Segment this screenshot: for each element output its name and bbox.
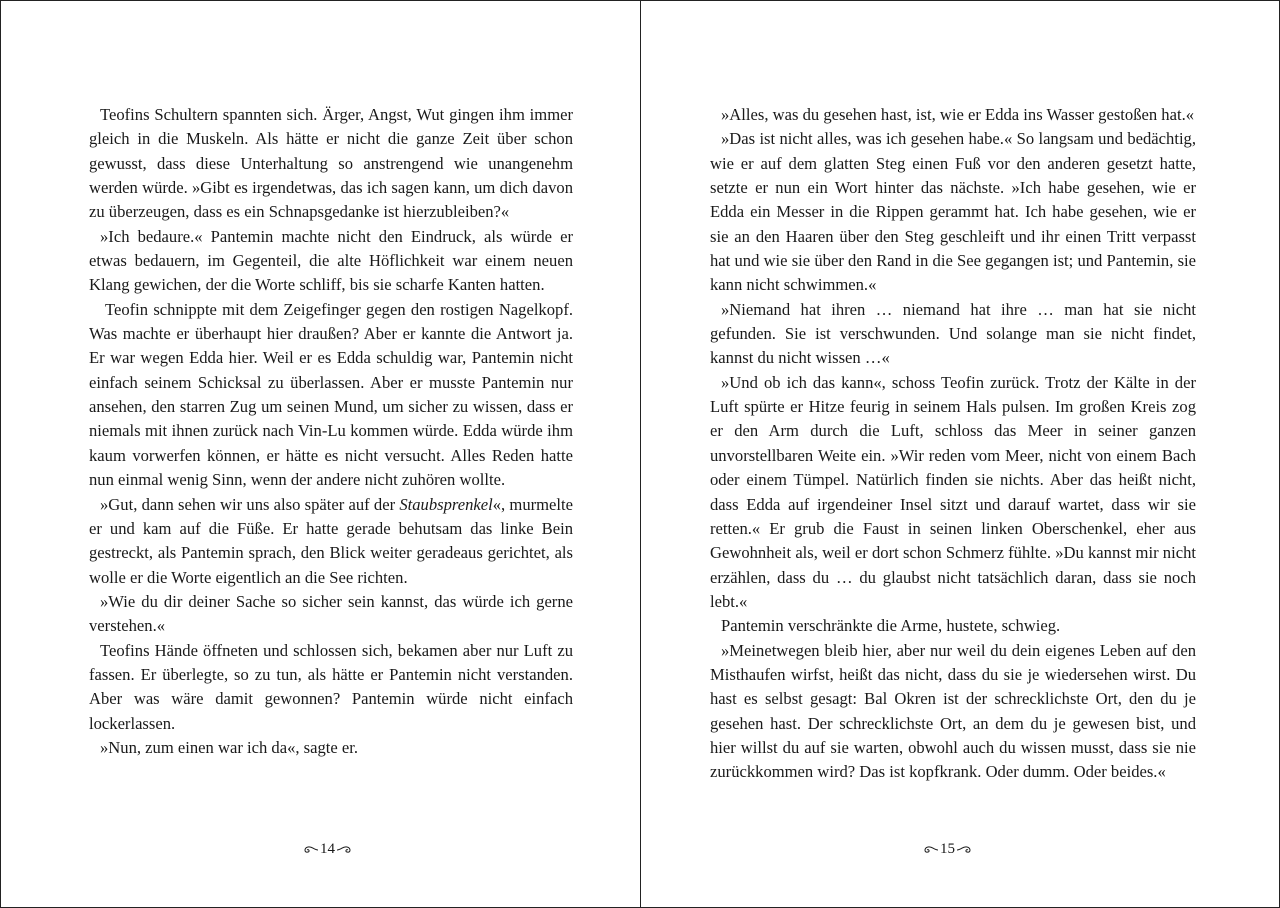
right-page <box>641 1 1280 907</box>
paragraph-text: »Gut, dann sehen wir uns also später auf der <box>100 494 400 514</box>
swash-flourish-icon <box>336 843 354 855</box>
swash-flourish-icon <box>956 843 974 855</box>
right-page-text <box>710 103 1196 785</box>
paragraph: Teofins Schultern spannten sich. Ärger, Angst, Wut gingen ihm immer gleich in die Muskeln. Als hätte er nicht die ganze Zeit über schon gewusst, dass diese Unterhaltung so anstrengend wie unangenehm werden würde. »Gibt es irgendetwas, das ich sagen kann, um dich davon zu überzeugen, dass es ein Schnapsgedanke ist hierzubleiben?« <box>89 105 573 222</box>
paragraph: »Das ist nicht alles, was ich gesehen habe.« So langsam und bedächtig, wie er auf dem glatten Steg einen Fuß vor den anderen gesetzt hatte, setzte er nun ein Wort hinter das nächste. »Ich habe gesehen, wie er Edda ein Messer in die Rippen gerammt hat. Ich habe gesehen, wie er sie an den Haaren über den Steg geschleift und ihr einen Tritt verpasst hat und wie sie über den Rand in die See gegangen ist; und Pantemin, sie kann nicht schwimmen.« <box>710 129 1196 295</box>
swash-flourish-icon <box>921 843 939 855</box>
paragraph: Pantemin verschränkte die Arme, hustete, schwieg. <box>721 616 1061 636</box>
paragraph: »Ich bedaure.« Pantemin machte nicht den Eindruck, als würde er etwas bedauern, im Gegenteil, die alte Höflichkeit war einem neuen Klang gewichen, der die Worte schliff, bis sie scharfe Kanten hatten. <box>89 226 573 295</box>
page-number-text: 15 <box>940 840 955 857</box>
swash-flourish-icon <box>301 843 319 855</box>
paragraph: »Meinetwegen bleib hier, aber nur weil du dein eigenes Leben auf den Misthaufen wirfst, heißt das nicht, dass du sie je wiedersehen wirst. Du hast es selbst gesagt: Bal Okren ist der schrecklichste Ort, den du je gesehen hast. Der schrecklichste Ort, an dem du je gewesen bist, und hier willst du auf sie warten, obwohl auch du wissen musst, dass sie nie zurückkommen wird? Das ist kopfkrank. Oder dumm. Oder beides.« <box>710 640 1196 782</box>
paragraph: »Niemand hat ihren … niemand hat ihre … man hat sie nicht gefunden. Sie ist verschwunden. Und solange man sie nicht findet, kannst du nicht wissen …« <box>710 299 1196 368</box>
paragraph: »Alles, was du gesehen hast, ist, wie er Edda ins Wasser gestoßen hat.« <box>721 105 1195 124</box>
page-number-text: 14 <box>320 840 335 857</box>
left-page <box>1 1 640 907</box>
paragraph: Teofin schnippte mit dem Zeigefinger gegen den rostigen Nagelkopf. Was machte er überhaupt hier draußen? Aber er kannte die Antwort ja. Er war wegen Edda hier. Weil er es Edda schuldig war, Pantemin nicht einfach seinem Schicksal zu überlassen. Aber er musste Pantemin nur ansehen, den starren Zug um seinen Mund, um sicher zu wissen, dass er niemals mit ihnen zurück nach Vin-Lu kommen würde. Edda würde ihm kaum vorwerfen können, er hätte es nicht versucht. Alles Reden hatte nun einmal wenig Sinn, wenn der andere nicht zuhören wollte. <box>89 299 573 490</box>
left-page-text <box>89 103 573 760</box>
page-number <box>921 839 974 859</box>
page-number <box>301 839 354 859</box>
paragraph: Teofins Hände öffneten und schlossen sich, bekamen aber nur Luft zu fassen. Er überlegte, so zu tun, als hätte er Pantemin nicht verstanden. Aber was wäre damit gewonnen? Pantemin würde nicht einfach lockerlassen. <box>89 640 573 733</box>
ship-name-italic: Staubsprenkel <box>399 494 493 514</box>
paragraph: »Wie du dir deiner Sache so sicher sein kannst, das würde ich gerne verstehen.« <box>89 591 573 636</box>
paragraph: »Und ob ich das kann«, schoss Teofin zurück. Trotz der Kälte in der Luft spürte er Hitze feurig in seinem Hals pulsen. Im großen Kreis zog er den Arm durch die Luft, schloss das Meer in seiner ganzen unvorstellbaren Weite ein. »Wir reden vom Meer, nicht von einem Bach oder einem Tümpel. Natürlich finden sie nichts. Aber das heißt nicht, dass Edda auf irgendeiner Insel sitzt und darauf wartet, dass wir sie retten.« Er grub die Faust in seinen linken Oberschenkel, eher aus Gewohnheit als, weil er dort schon Schmerz fühlte. »Du kannst mir nicht erzählen, dass du … du glaubst nicht tatsächlich daran, dass sie noch lebt.« <box>710 372 1196 611</box>
paragraph <box>89 493 573 590</box>
paragraph: »Nun, zum einen war ich da«, sagte er. <box>100 737 359 757</box>
paragraph-text: «, murmelte er und kam auf die Füße. Er hatte gerade behutsam das linke Bein gestreckt, als Pantemin sprach, den Blick weiter geradeaus gerichtet, als wolle er die Worte eigentlich an die See richten. <box>89 494 573 587</box>
